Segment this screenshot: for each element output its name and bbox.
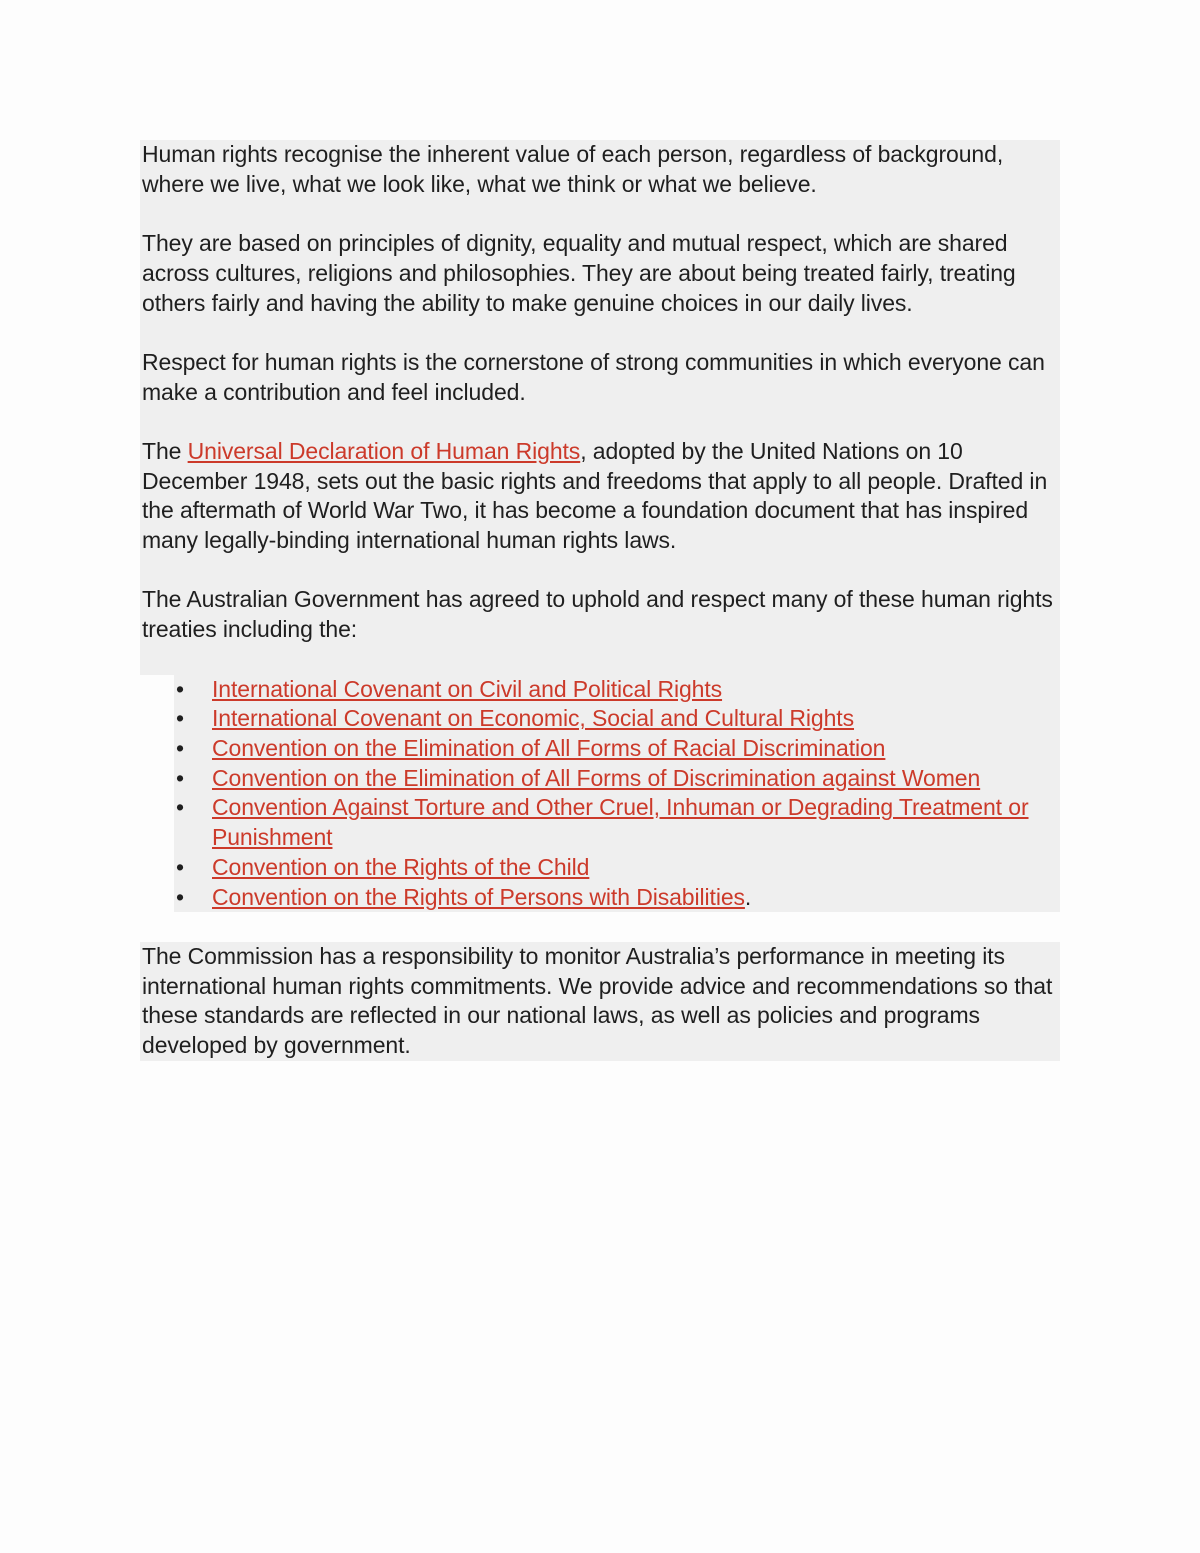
treaty-list-container	[174, 675, 1060, 913]
bullet-icon: •	[176, 734, 184, 761]
list-item	[174, 675, 1060, 705]
paragraph-udhr	[140, 437, 1060, 556]
treaty-link-crpd[interactable]: Convention on the Rights of Persons with Disabilities	[212, 883, 745, 910]
udhr-link[interactable]: Universal Declaration of Human Rights	[187, 437, 581, 464]
paragraph-text: They are based on principles of dignity, equality and mutual respect, which are shared across cultures, religions and philosophies. They are about being treated fairly, treating others fairly and having the ability to make genuine choices in our daily lives.	[142, 230, 1016, 316]
bullet-icon: •	[176, 705, 184, 732]
paragraph-principles	[140, 229, 1060, 318]
document-body	[140, 140, 1060, 1061]
list-end-punctuation: .	[744, 883, 752, 910]
udhr-prefix: The	[142, 437, 188, 464]
treaty-link-icescr[interactable]: International Covenant on Economic, Social and Cultural Rights	[212, 705, 855, 732]
paragraph-text: The Australian Government has agreed to uphold and respect many of these human rights treaties including the:	[142, 586, 1053, 643]
bullet-icon: •	[176, 794, 184, 821]
paragraph-government	[140, 585, 1060, 644]
list-item	[174, 734, 1060, 764]
paragraph-intro	[140, 140, 1060, 199]
paragraph-gap	[140, 556, 1060, 586]
bullet-icon: •	[176, 853, 184, 880]
paragraph-gap	[140, 199, 1060, 229]
paragraph-gap	[140, 645, 1060, 675]
treaty-link-cat[interactable]: Convention Against Torture and Other Cruel, Inhuman or Degrading Treatment or Punishment	[212, 794, 1029, 851]
udhr-suffix: , adopted by the United Nations on 10 December 1948, sets out the basic rights and freedoms that apply to all people. Drafted in the aftermath of World War Two, it has become a foundation document that has inspired many legally-binding international human rights laws.	[142, 437, 1048, 554]
paragraph-gap	[140, 912, 1060, 942]
paragraph-text: Human rights recognise the inherent value of each person, regardless of background, where we live, what we look like, what we think or what we believe.	[142, 141, 1004, 197]
list-item	[174, 883, 1060, 913]
list-item	[174, 793, 1060, 852]
treaty-link-crc[interactable]: Convention on the Rights of the Child	[212, 853, 590, 880]
bullet-icon: •	[176, 883, 184, 910]
paragraph-respect	[140, 348, 1060, 407]
treaty-link-iccpr[interactable]: International Covenant on Civil and Political Rights	[212, 675, 723, 702]
paragraph-gap	[140, 318, 1060, 348]
treaty-link-cedaw[interactable]: Convention on the Elimination of All Forms of Discrimination against Women	[212, 764, 981, 791]
paragraph-text	[142, 437, 1060, 556]
paragraph-gap	[140, 407, 1060, 437]
bullet-icon: •	[176, 764, 184, 791]
treaty-list	[174, 675, 1060, 913]
list-item	[174, 704, 1060, 734]
treaty-link-cerd[interactable]: Convention on the Elimination of All Forms of Racial Discrimination	[212, 734, 886, 761]
list-item	[174, 764, 1060, 794]
paragraph-text: Respect for human rights is the cornerstone of strong communities in which everyone can make a contribution and feel included.	[142, 348, 1045, 405]
list-item	[174, 853, 1060, 883]
paragraph-text: The Commission has a responsibility to monitor Australia’s performance in meeting its international human rights commitments. We provide advice and recommendations so that these standards are reflected in our national laws, as well as policies and programs developed by government.	[142, 942, 1053, 1058]
paragraph-commission	[140, 942, 1060, 1061]
bullet-icon: •	[176, 675, 184, 702]
